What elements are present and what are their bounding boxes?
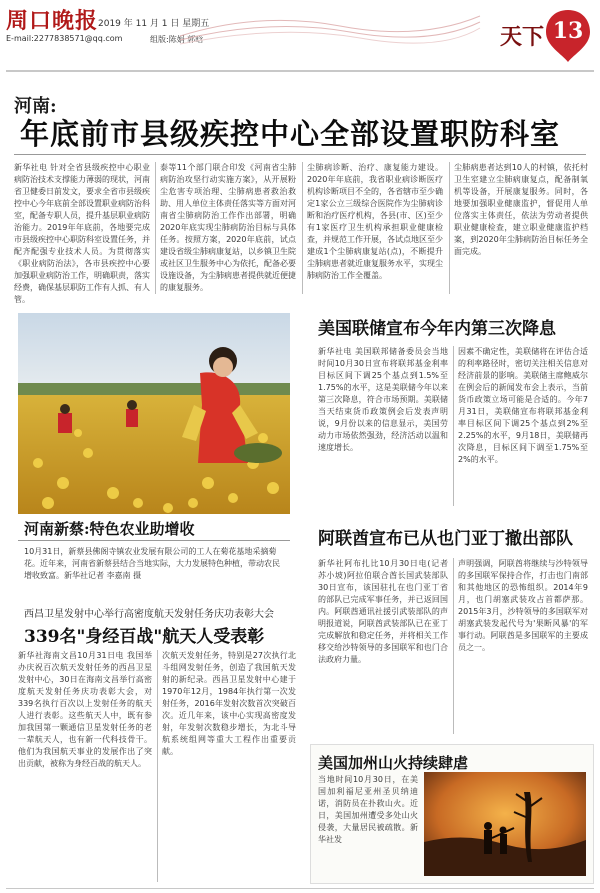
lead-column-1: 新华社电 针对全省县级疾控中心职业病防治技术支撑能力薄弱的现状，河南省卫健委日前发文，要求全省市县级疾控中心今年底前全部设置职业病防治科室，配备专职人员，提升基层职业病防治能力。2019年年底前，各地要完成市县级疾控中心职防科室设置任务，并配齐配强专业技术人员。为贯彻落实《职业病防治法》，各市县疾控中心要加强职业病防治工作，明确职责，落实经费，确保基层职防工作有人抓、有人管。 (14, 163, 150, 304)
masthead (0, 0, 600, 72)
divider (14, 154, 586, 155)
uae-column-1: 新华社阿布扎比10月30日电(记者 苏小坡)阿拉伯联合酋长国武装部队30日宣布，该国驻扎在也门亚丁省的部队已完成军事任务，并已返回国内。阿联酋通讯社援引武装部队的声明报道说，阿联酋武装部队已在亚丁完成解放和稳定任务，并将相关工作移交给沙特领导的多国联军和也门合法政府力量。 (318, 559, 448, 664)
decorative-lines (180, 6, 480, 46)
fed-rate-column-2: 因素不确定性，美联储将在评估合适的利率路径时，密切关注相关信息对经济前景的影响。美联储主席鲍威尔在例会后的新闻发布会上表示，当前货币政策立场可能是合适的。今年7月31日，美联储宣布将联邦基金利率目标区间下调25个基点到2%至2.25%的水平，9月18日，美联储再次降息，目标区间下调至1.75%至2%的水平。 (458, 347, 588, 464)
photo-caption-text: 10月31日，新蔡县佛阁寺镇农业发展有限公司的工人在菊花基地采摘菊花。近年来，河南省新蔡县结合当地实际，大力发展特色种植，带动农民增收致富。新华社记者 李嘉南 摄 (24, 547, 280, 580)
satellite-column-1: 新华社海南文昌10月31日电 我国举办庆祝百次航天发射任务的西昌卫星发射中心，30日在海南文昌举行高密度航天发射任务庆功表彰大会，对339名执行百次以上发射任务的航天人进行表彰。这些航天人中，既有参加我国第一颗通信卫星发射任务的老一辈航天人，也有新一代科技骨干。他们为我国航天事业的发展作出了突出贡献，被称为身经百战的航天人。 (18, 651, 152, 768)
lead-column-3: 尘肺病诊断、治疗、康复能力建设。2020年年底前，我省职业病诊断医疗机构诊断项目不全的，各省辖市至少确定1家公立三级综合医院作为尘肺病诊断和治疗医疗机构，各县(市、区)至少有1家医疗卫生机构承担职业健康检查，并规范工作开展，各试点地区至少建成1个尘肺病康复站(点)，不断提升尘肺病患者就近康复服务水平，实现尘肺病防治工作全覆盖。 (307, 163, 443, 280)
lead-column-2: 泰等11个部门联合印发《河南省尘肺病防治攻坚行动实施方案》，从开展粉尘危害专项治理、尘肺病患者救治救助、用人单位主体责任落实等方面对河南省尘肺病防治工作作出部署，明确2020年底实现尘肺病防治目标与具体任务。按照方案，2020年底前，试点建设省级尘肺病康复站，以乡镇卫生院或社区卫生服务中心为依托，配备必要设施设备，为尘肺病患者提供就近便捷的康复服务。 (160, 163, 296, 292)
wildfire-headline: 美国加州山火持续肆虐 (318, 754, 469, 772)
satellite-headline: 339名"身经百战"航天人受表彰 (24, 627, 265, 647)
column-divider (453, 558, 454, 734)
satellite-kicker: 西昌卫星发射中心举行高密度航天发射任务庆功表彰大会 (24, 609, 274, 620)
column-divider (453, 346, 454, 506)
lead-headline: 年底前市县级疾控中心全部设置职防科室 (20, 117, 561, 151)
lead-kicker: 河南: (14, 96, 57, 117)
satellite-column-2: 次航天发射任务，特别是27次执行北斗组网发射任务，创造了我国航天发射的新纪录。西昌卫星发射中心建于1970年12月，1984年执行第一次发射任务，2016年发射次数首次突破百次。近几年来，该中心实现高密度发射，年发射次数稳步增长，为北斗导航系统组网等重大工程作出重要贡献。 (162, 651, 296, 756)
contact-email: E-mail:2277838571@qq.com (6, 34, 123, 43)
divider (6, 70, 594, 72)
chrysanthemum-field-photo (18, 313, 290, 514)
section-name: 天下 (500, 24, 545, 50)
editor-credits: 组版:陈娟 郭晗 (150, 35, 204, 44)
column-divider (155, 162, 156, 294)
uae-headline: 阿联酋宣布已从也门亚丁撤出部队 (318, 529, 573, 549)
column-divider (302, 162, 303, 294)
divider (18, 540, 290, 541)
lead-column-4: 尘肺病患者达到10人的村镇，依托村卫生室建立尘肺病康复点，配备制氧机等设备，开展康复服务。同时，各地要加强职业健康监护，督促用人单位落实主体责任，依法为劳动者提供职业健康检查，建立职业健康监护档案，到2020年尘肺病防治目标任务全面完成。 (454, 163, 588, 256)
divider (6, 888, 594, 889)
page-number: 13 (552, 18, 584, 44)
fed-rate-column-1: 新华社电 美国联邦储备委员会当地时间10月30日宣布将联邦基金利率目标区间下调25个基点到1.5%至1.75%的水平，这是美联储今年以来第三次降息，符合市场预期。美联储当天结束货币政策例会后发表声明说，9月份以来的信息显示，美国劳动力市场依然强劲，经济活动以温和速度增长。 (318, 347, 448, 452)
column-divider (449, 162, 450, 294)
photo-caption-title: 河南新蔡:特色农业助增收 (24, 520, 195, 538)
wildfire-photo (424, 772, 586, 876)
fed-rate-headline: 美国联储宣布今年内第三次降息 (318, 319, 556, 339)
column-divider (157, 650, 158, 882)
issue-date: 2019 年 11 月 1 日 星期五 (98, 19, 210, 29)
newspaper-logo: 周口晚报 (6, 8, 99, 34)
wildfire-caption: 当地时间10月30日，在美国加利福尼亚州圣贝纳迪诺，消防员在扑救山火。近日，美国加州遭受多处山火侵袭，大量居民被疏散。新华社发 (318, 775, 418, 844)
uae-column-2: 声明强调，阿联酋将继续与沙特领导的多国联军保持合作，打击也门南部和其他地区的恐怖组织。2014年9月，也门胡塞武装攻占首都萨那。2015年3月，沙特领导的多国联军对胡塞武装发起代号为'果断风暴'的军事行动。阿联酋是多国联军的主要成员之一。 (458, 559, 588, 652)
